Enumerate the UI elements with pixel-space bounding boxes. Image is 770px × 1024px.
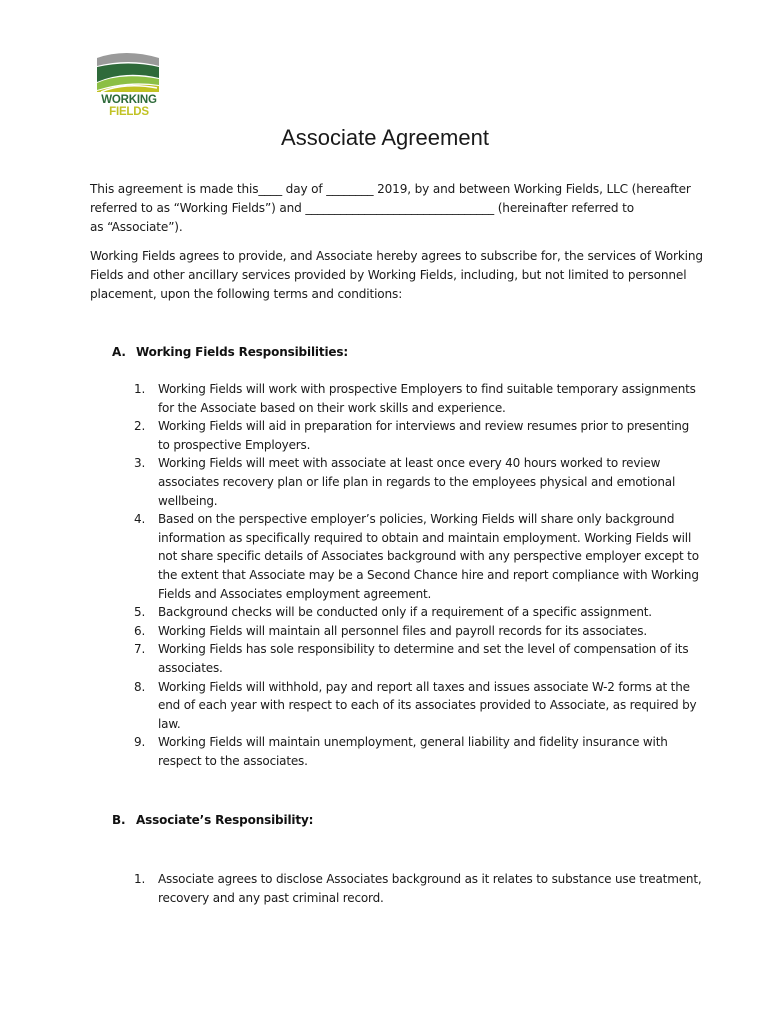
working-fields-logo	[95, 52, 163, 122]
item-line: for the Associate based on their work skills and experience.	[158, 400, 506, 415]
item-number: 6.	[134, 623, 146, 638]
list-item	[134, 380, 694, 417]
item-line: Background checks will be conducted only if a requirement of a specific assignment.	[158, 605, 652, 620]
item-line: law.	[158, 716, 181, 731]
item-number: 1.	[134, 382, 146, 396]
item-text	[158, 640, 694, 677]
intro-line: as “Associate”).	[90, 220, 183, 234]
item-text	[158, 870, 702, 907]
item-text	[158, 417, 694, 454]
item-line: respect to the associates.	[158, 753, 308, 768]
item-line: Working Fields has sole responsibility to determine and set the level of compensation of its	[158, 642, 689, 657]
list-item	[134, 678, 697, 734]
item-number: 5.	[134, 605, 146, 620]
section-a-list	[134, 380, 699, 770]
item-number: 1.	[134, 872, 146, 886]
item-number: 4.	[134, 512, 146, 527]
services-line: Fields and other ancillary services provided by Working Fields, including, but not limited to personnel	[90, 268, 687, 282]
item-line: Associate agrees to disclose Associates background as it relates to substance use treatment,	[158, 872, 702, 886]
section-b-letter: B.	[112, 813, 126, 827]
section-a-heading	[112, 345, 348, 359]
list-item	[134, 417, 694, 454]
item-line: Working Fields will withhold, pay and report all taxes and issues associate W-2 forms at the	[158, 679, 690, 694]
item-line: Working Fields will work with prospective Employers to find suitable temporary assignments	[158, 382, 696, 396]
intro-line: referred to as “Working Fields”) and ________________________________ (hereinafter referred to	[90, 201, 634, 215]
list-item	[134, 510, 699, 603]
services-line: placement, upon the following terms and conditions:	[90, 287, 403, 301]
item-text	[158, 510, 699, 603]
item-line: wellbeing.	[158, 493, 218, 508]
section-a-letter: A.	[112, 345, 126, 359]
item-line: associates.	[158, 660, 223, 675]
item-line: recovery and any past criminal record.	[158, 890, 384, 905]
fields-emblem-icon	[95, 52, 163, 94]
page-title: Associate Agreement	[281, 125, 489, 150]
list-item	[134, 622, 694, 641]
item-line: Based on the perspective employer’s policies, Working Fields will share only background	[158, 512, 675, 527]
item-line: Working Fields will maintain unemployment, general liability and fidelity insurance with	[158, 735, 668, 750]
item-number: 3.	[134, 456, 146, 471]
services-paragraph	[90, 247, 703, 304]
list-item	[134, 640, 694, 677]
item-number: 9.	[134, 735, 146, 750]
section-b-title: Associate’s Responsibility:	[136, 813, 314, 827]
logo-word-working: WORKING	[101, 94, 157, 106]
item-text	[158, 380, 694, 417]
item-number: 7.	[134, 642, 146, 657]
item-line: associates recovery plan or life plan in regards to the employees physical and emotional	[158, 474, 676, 489]
item-text	[158, 678, 697, 734]
item-text	[158, 454, 694, 510]
item-line: Working Fields will meet with associate at least once every 40 hours worked to review	[158, 456, 661, 471]
item-number: 2.	[134, 419, 146, 434]
list-item	[134, 454, 694, 510]
section-b-list	[134, 870, 702, 907]
list-item	[134, 870, 702, 907]
item-text	[158, 733, 694, 770]
list-item	[134, 733, 694, 770]
list-item	[134, 603, 694, 622]
section-b-heading	[112, 813, 313, 827]
intro-paragraph	[90, 180, 690, 237]
intro-line: This agreement is made this____ day of ________ 2019, by and between Working Fields, LLC (hereafter	[90, 182, 691, 196]
item-line: information as specifically required to obtain and maintain employment. Working Fields will	[158, 530, 692, 545]
section-a-title: Working Fields Responsibilities:	[136, 345, 349, 359]
item-line: the extent that Associate may be a Second Chance hire and report compliance with Working	[158, 567, 699, 582]
item-line: not share specific details of Associates background with any perspective employer except to	[158, 549, 699, 564]
item-line: Working Fields will maintain all personnel files and payroll records for its associates.	[158, 623, 647, 638]
item-line: to prospective Employers.	[158, 437, 311, 452]
item-text	[158, 622, 694, 641]
item-line: Fields and Associates employment agreement.	[158, 586, 432, 601]
item-text	[158, 603, 694, 622]
item-line: end of each year with respect to each of its associates provided to Associate, as required by	[158, 698, 697, 713]
item-number: 8.	[134, 679, 146, 694]
item-line: Working Fields will aid in preparation for interviews and review resumes prior to presenting	[158, 419, 690, 434]
logo-word-fields: FIELDS	[109, 106, 149, 118]
services-line: Working Fields agrees to provide, and Associate hereby agrees to subscribe for, the services of Working	[90, 249, 703, 263]
